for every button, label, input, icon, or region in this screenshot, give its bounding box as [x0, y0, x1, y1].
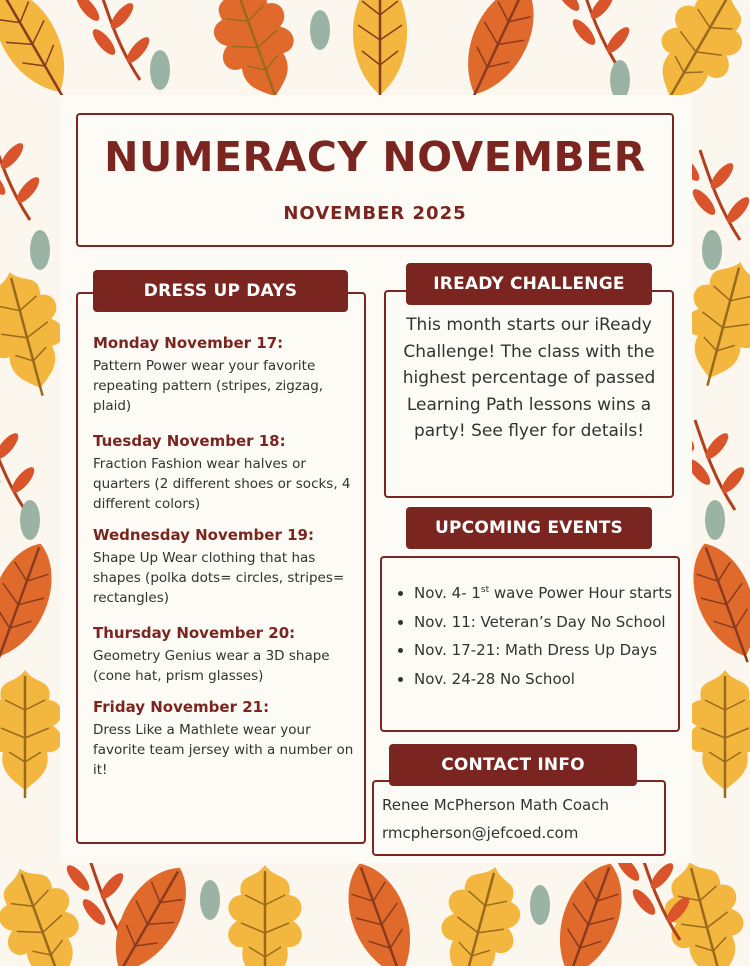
upcoming-events-box: [380, 556, 680, 732]
upcoming-events-header: UPCOMING EVENTS: [406, 507, 652, 549]
day-heading: Wednesday November 19:: [93, 526, 314, 544]
day-heading: Monday November 17:: [93, 334, 284, 352]
page-subtitle: NOVEMBER 2025: [283, 203, 467, 224]
contact-info-header: CONTACT INFO: [389, 744, 637, 786]
title-box: [76, 113, 674, 247]
day-description: Fraction Fashion wear halves or quarters (2 different shoes or socks, 4 different colors): [93, 456, 351, 512]
day-description: Geometry Genius wear a 3D shape (cone hat, prism glasses): [93, 648, 330, 684]
day-friday: [93, 698, 358, 780]
contact-info-box: [372, 780, 666, 856]
day-thursday: [93, 624, 358, 686]
day-heading: Friday November 21:: [93, 698, 270, 716]
list-item: • Nov. 24-28 No School: [414, 665, 672, 694]
contact-name: Renee McPherson Math Coach: [382, 796, 609, 814]
iready-header: IREADY CHALLENGE: [406, 263, 652, 305]
iready-box: [384, 290, 674, 498]
day-description: Pattern Power wear your favorite repeating pattern (stripes, zigzag, plaid): [93, 358, 324, 414]
events-list: [396, 576, 672, 693]
day-description: Shape Up Wear clothing that has shapes (polka dots= circles, stripes= rectangles): [93, 550, 345, 606]
contact-email: rmcpherson@jefcoed.com: [382, 824, 579, 842]
day-heading: Tuesday November 18:: [93, 432, 286, 450]
day-wednesday: [93, 526, 358, 608]
day-heading: Thursday November 20:: [93, 624, 296, 642]
dress-up-days-header: DRESS UP DAYS: [93, 270, 348, 312]
dress-up-days-box: [76, 292, 366, 844]
day-tuesday: [93, 432, 358, 514]
list-item: • Nov. 4- 1st wave Power Hour starts: [414, 576, 672, 608]
list-item: • Nov. 17-21: Math Dress Up Days: [414, 636, 672, 665]
day-monday: [93, 334, 358, 416]
iready-text: This month starts our iReady Challenge! The class with the highest percentage of passed Learning Path lessons wins a party! See flyer for details!: [402, 315, 656, 441]
day-description: Dress Like a Mathlete wear your favorite team jersey with a number on it!: [93, 722, 354, 778]
list-item: • Nov. 11: Veteran’s Day No School: [414, 608, 672, 637]
page-title: NUMERACY NOVEMBER: [104, 133, 646, 181]
